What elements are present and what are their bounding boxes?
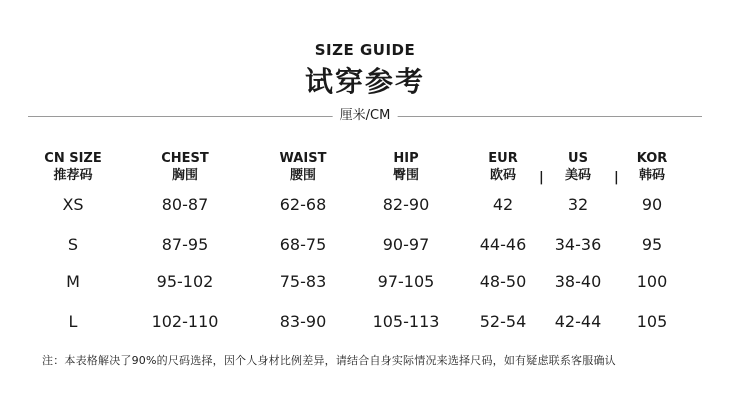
- header-hip-en: HIP: [393, 151, 419, 166]
- header-eur: [488, 150, 517, 184]
- size-note: 注：本表格解决了90%的尺码选择，因个人身材比例差异，请结合自身实际情况来选择尺码，如有疑虑联系客服确认: [42, 354, 616, 367]
- cell-us: 32: [567, 195, 589, 214]
- header-eur-en: EUR: [488, 151, 518, 166]
- cell-eur: 48-50: [479, 272, 527, 291]
- cell-waist: 62-68: [279, 195, 327, 214]
- unit-row: [28, 106, 702, 126]
- header-hip-cn: 臀围: [392, 168, 420, 183]
- header-chest: [161, 150, 209, 184]
- header-chest-en: CHEST: [161, 151, 209, 166]
- header-waist-en: WAIST: [279, 151, 327, 166]
- cell-us: 38-40: [554, 272, 602, 291]
- header-waist: [280, 150, 327, 184]
- cell-size: XS: [62, 195, 84, 214]
- header-kor-en: KOR: [636, 151, 668, 166]
- cell-size: L: [68, 312, 78, 331]
- header-kor-cn: 韩码: [638, 168, 665, 183]
- cell-waist: 83-90: [279, 312, 327, 331]
- cell-chest: 95-102: [156, 272, 214, 291]
- cell-waist: 68-75: [279, 235, 327, 254]
- cell-chest: 102-110: [151, 312, 219, 331]
- header-size-en: CN SIZE: [44, 151, 102, 166]
- header-kor: [637, 150, 668, 184]
- cell-kor: 100: [636, 272, 668, 291]
- header-us-cn: 美码: [564, 168, 592, 183]
- cell-hip: 97-105: [377, 272, 435, 291]
- header-separator: |: [614, 170, 619, 185]
- cell-size: M: [66, 272, 80, 291]
- cell-hip: 82-90: [382, 195, 430, 214]
- header-hip: [393, 150, 419, 184]
- size-guide-title: SIZE GUIDE: [314, 41, 416, 59]
- cell-kor: 105: [636, 312, 668, 331]
- header-waist-cn: 腰围: [289, 168, 317, 183]
- header-size: [44, 150, 101, 184]
- cell-eur: 44-46: [479, 235, 527, 254]
- header-us-en: US: [568, 151, 588, 166]
- cell-eur: 52-54: [479, 312, 527, 331]
- header-separator: |: [539, 170, 544, 185]
- cell-waist: 75-83: [279, 272, 327, 291]
- header-us: [565, 150, 591, 184]
- cell-chest: 87-95: [161, 235, 209, 254]
- cell-hip: 90-97: [382, 235, 430, 254]
- cell-kor: 90: [641, 195, 663, 214]
- size-guide-title-cn: 试穿参考: [304, 65, 425, 98]
- cell-chest: 80-87: [161, 195, 209, 214]
- cell-size: S: [67, 235, 79, 254]
- cell-us: 34-36: [554, 235, 602, 254]
- header-size-cn: 推荐码: [53, 168, 93, 183]
- header-chest-cn: 胸围: [171, 168, 198, 183]
- cell-us: 42-44: [554, 312, 602, 331]
- cell-eur: 42: [492, 195, 514, 214]
- cell-hip: 105-113: [372, 312, 440, 331]
- unit-label: 厘米/CM: [333, 106, 398, 126]
- cell-kor: 95: [641, 235, 663, 254]
- header-eur-cn: 欧码: [489, 168, 517, 183]
